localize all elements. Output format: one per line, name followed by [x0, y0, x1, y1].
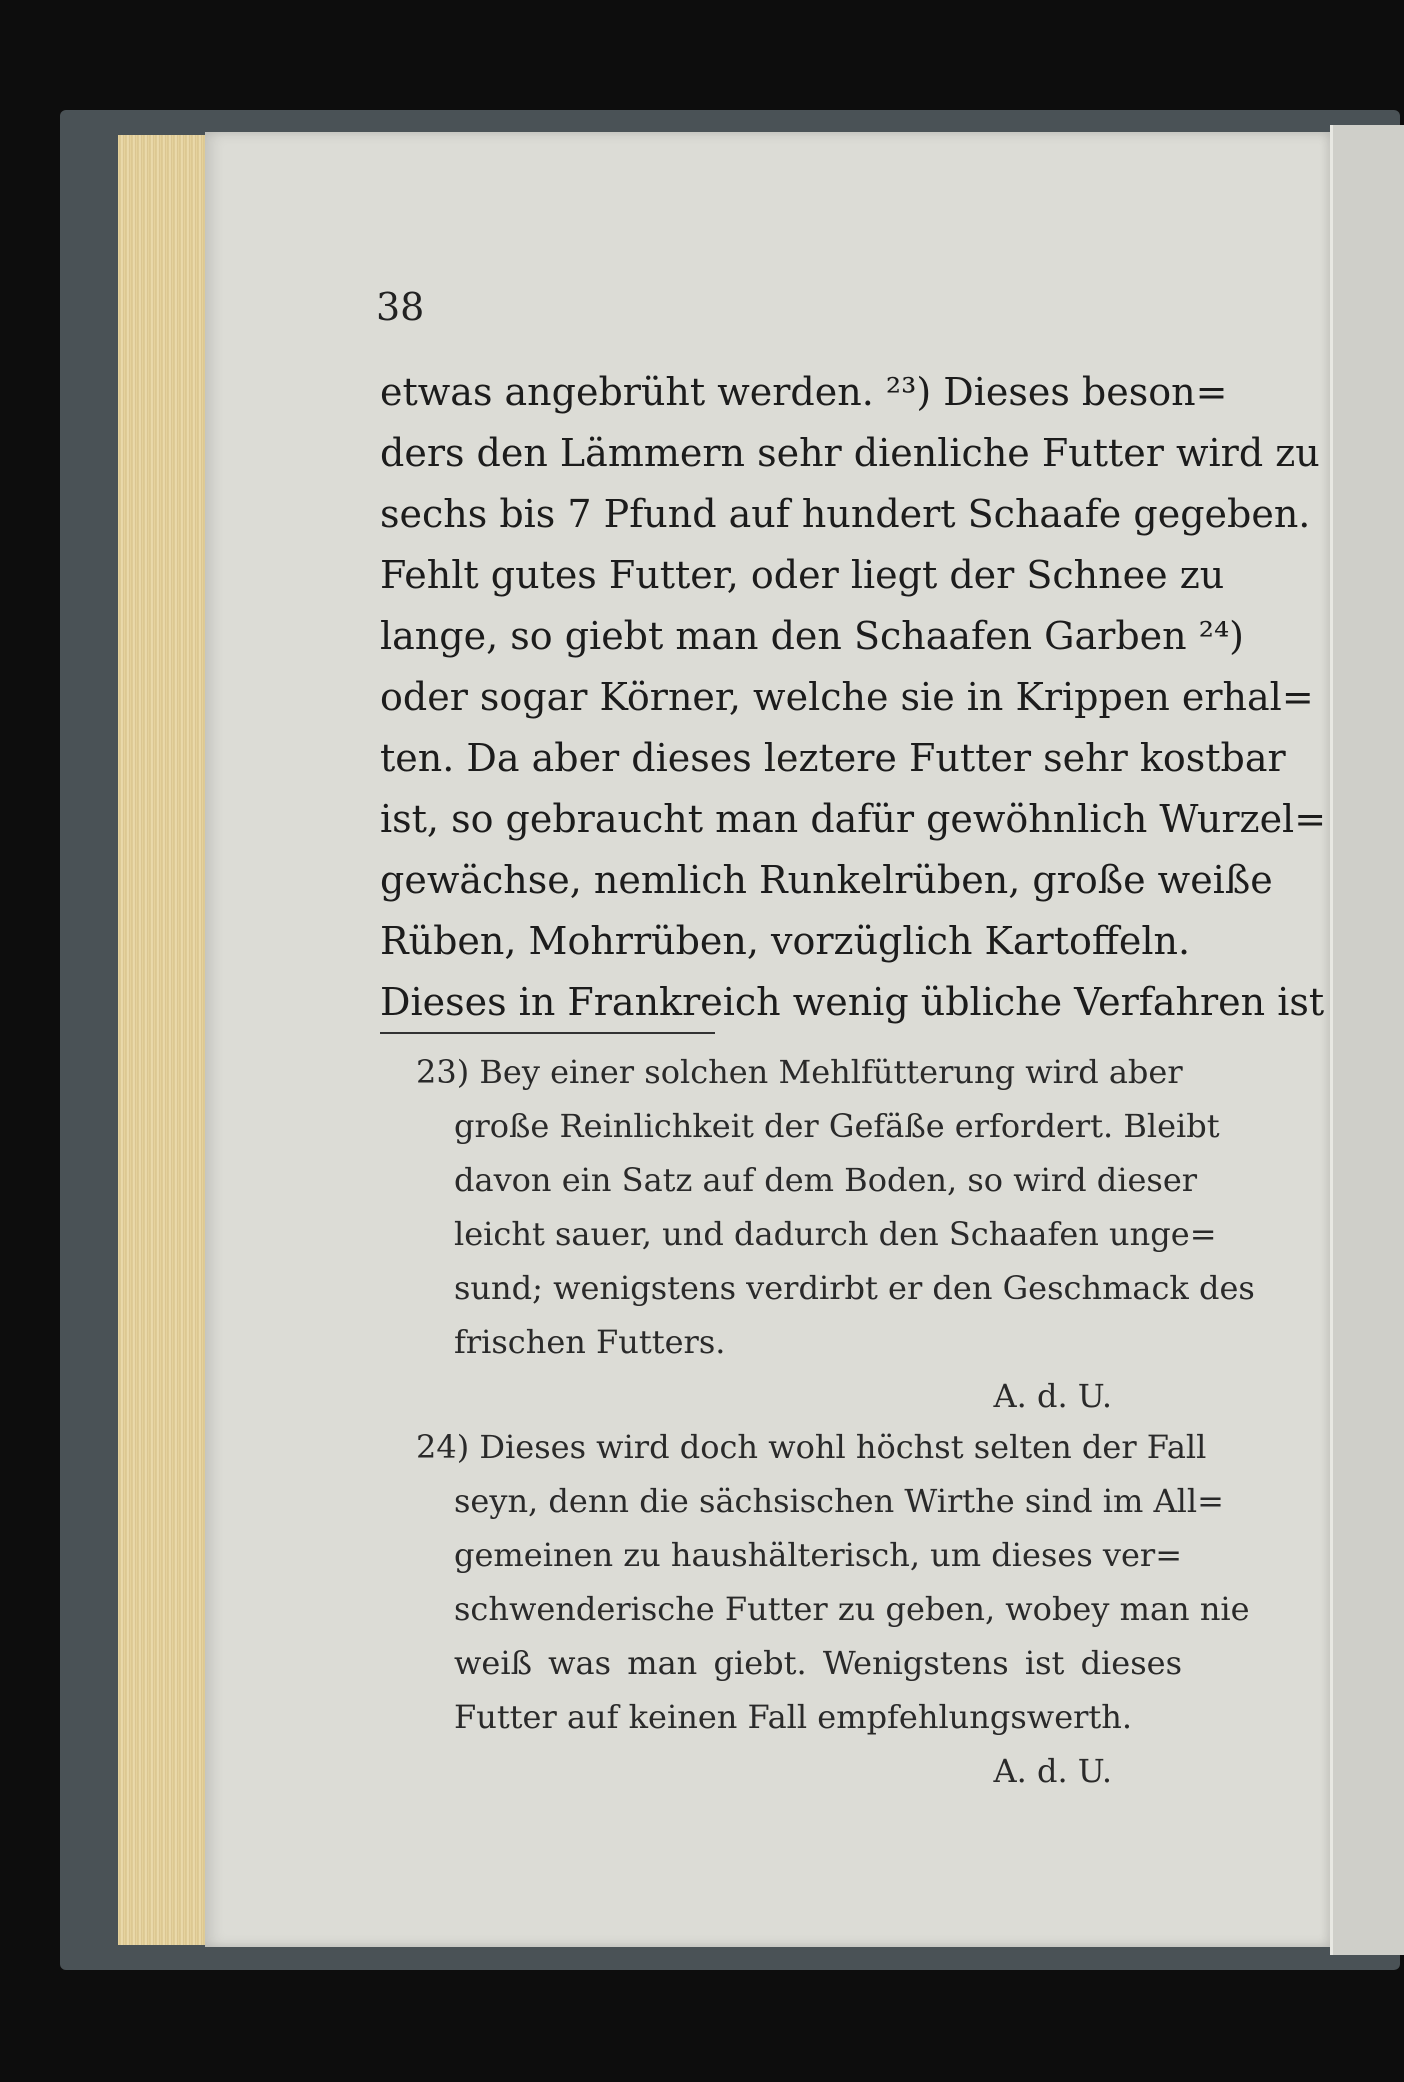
body-line: gewächse, nemlich Runkelrüben, große weiße	[380, 858, 1273, 902]
footnote-line: Futter auf keinen Fall empfehlungswerth.	[454, 1698, 1133, 1736]
body-line: oder sogar Körner, welche sie in Krippen erhal=	[380, 675, 1314, 719]
body-line: sechs bis 7 Pfund auf hundert Schaafe gegeben.	[380, 492, 1311, 536]
footnote-23	[416, 1045, 1255, 1423]
body-line: etwas angebrüht werden. ²³) Dieses beson=	[380, 370, 1228, 414]
footnote-line: leicht sauer, und dadurch den Schaafen unge=	[454, 1215, 1217, 1253]
footnote-line: seyn, denn die sächsischen Wirthe sind im All=	[454, 1482, 1224, 1520]
footnote-line: 24) Dieses wird doch wohl höchst selten der Fall	[416, 1428, 1207, 1466]
body-line: Fehlt gutes Futter, oder liegt der Schnee zu	[380, 553, 1225, 597]
footnote-line: weiß was man giebt. Wenigstens ist dieses	[454, 1644, 1182, 1682]
footnote-line: schwenderische Futter zu geben, wobey man nie	[454, 1590, 1250, 1628]
footnote-line: 23) Bey einer solchen Mehlfütterung wird aber	[416, 1053, 1183, 1091]
footnote-line: frischen Futters.	[454, 1323, 726, 1361]
body-line: ten. Da aber dieses leztere Futter sehr kostbar	[380, 736, 1286, 780]
body-text	[380, 362, 1327, 1033]
page-edges	[118, 135, 213, 1945]
footnote-signature: A. d. U.	[993, 1377, 1112, 1415]
footnote-line: davon ein Satz auf dem Boden, so wird dieser	[454, 1161, 1198, 1199]
facing-page-edge	[1330, 125, 1404, 1955]
page-number: 38	[376, 285, 425, 329]
body-line: ist, so gebraucht man dafür gewöhnlich Wurzel=	[380, 797, 1327, 841]
body-line: lange, so giebt man den Schaafen Garben ²⁴)	[380, 614, 1244, 658]
body-line: Dieses in Frankreich wenig übliche Verfahren ist	[380, 980, 1325, 1024]
footnote-separator	[380, 1032, 715, 1034]
footnote-24	[416, 1420, 1250, 1798]
footnote-line: sund; wenigstens verdirbt er den Geschmack des	[454, 1269, 1255, 1307]
footnote-line: gemeinen zu haushälterisch, um dieses ver=	[454, 1536, 1183, 1574]
footnote-line: große Reinlichkeit der Gefäße erfordert. Bleibt	[454, 1107, 1220, 1145]
body-line: Rüben, Mohrrüben, vorzüglich Kartoffeln.	[380, 919, 1191, 963]
footnote-signature: A. d. U.	[993, 1752, 1112, 1790]
body-line: ders den Lämmern sehr dienliche Futter wird zu	[380, 431, 1320, 475]
